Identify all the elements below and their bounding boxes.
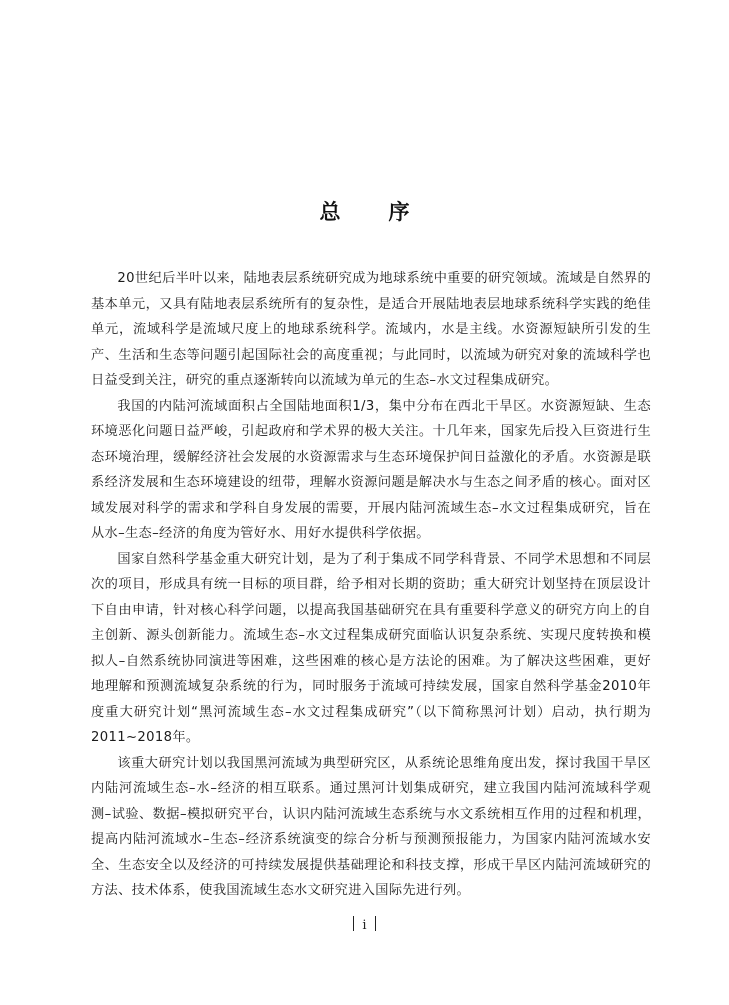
folio-right-bar bbox=[375, 916, 377, 931]
folio-left-bar bbox=[353, 916, 355, 931]
paragraph-2: 我国的内陆河流域面积占全国陆地面积1/3，集中分布在西北干旱区。水资源短缺、生态环境恶化问题日益严峻，引起政府和学术界的极大关注。十几年来，国家先后投入巨资进行生态环境治理，缓解经济社会发展的水资源需求与生态环境保护间日益激化的矛盾。水资源是联系经济发展和生态环境建设的纽带，理解水资源问题是解决水与生态之间矛盾的核心。面对区域发展对科学的需求和学科自身发展的需要，开展内陆河流域生态–水文过程集成研究，旨在从水–生态–经济的角度为管好水、用好水提供科学依据。 bbox=[91, 398, 651, 541]
body-text bbox=[91, 266, 651, 904]
title-char-2: 序 bbox=[388, 200, 410, 224]
paragraph-3: 国家自然科学基金重大研究计划，是为了利于集成不同学科背景、不同学术思想和不同层次的项目，形成具有统一目标的项目群，给予相对长期的资助；重大研究计划坚持在顶层设计下自由申请，针对核心科学问题，以提高我国基础研究在具有重要科学意义的研究方向上的自主创新、源头创新能力。流域生态–水文过程集成研究面临认识复杂系统、实现尺度转换和模拟人–自然系统协同演进等困难，这些困难的核心是方法论的困难。为了解决这些困难，更好地理解和预测流域复杂系统的行为，同时服务于流域可持续发展，国家自然科学基金2010年度重大研究计划“黑河流域生态–水文过程集成研究”（以下简称黑河计划）启动，执行期为2011~2018年。 bbox=[91, 551, 651, 745]
page-number: i bbox=[362, 918, 367, 933]
page-folio bbox=[0, 916, 729, 933]
title-char-1: 总 bbox=[319, 200, 341, 224]
paragraph-1: 20世纪后半叶以来，陆地表层系统研究成为地球系统中重要的研究领域。流域是自然界的基本单元，又具有陆地表层系统所有的复杂性，是适合开展陆地表层地球系统科学实践的绝佳单元，流域科学是流域尺度上的地球系统科学。流域内，水是主线。水资源短缺所引发的生产、生活和生态等问题引起国际社会的高度重视；与此同时，以流域为研究对象的流域科学也日益受到关注，研究的重点逐渐转向以流域为单元的生态–水文过程集成研究。 bbox=[91, 271, 651, 388]
page-title bbox=[0, 196, 729, 226]
paragraph-4: 该重大研究计划以我国黑河流域为典型研究区，从系统论思维角度出发，探讨我国干旱区内陆河流域生态–水–经济的相互联系。通过黑河计划集成研究，建立我国内陆河流域科学观测–试验、数据–模拟研究平台，认识内陆河流域生态系统与水文系统相互作用的过程和机理，提高内陆河流域水–生态–经济系统演变的综合分析与预测预报能力，为国家内陆河流域水安全、生态安全以及经济的可持续发展提供基础理论和科技支撑，形成干旱区内陆河流域研究的方法、技术体系，使我国流域生态水文研究进入国际先进行列。 bbox=[91, 755, 651, 898]
